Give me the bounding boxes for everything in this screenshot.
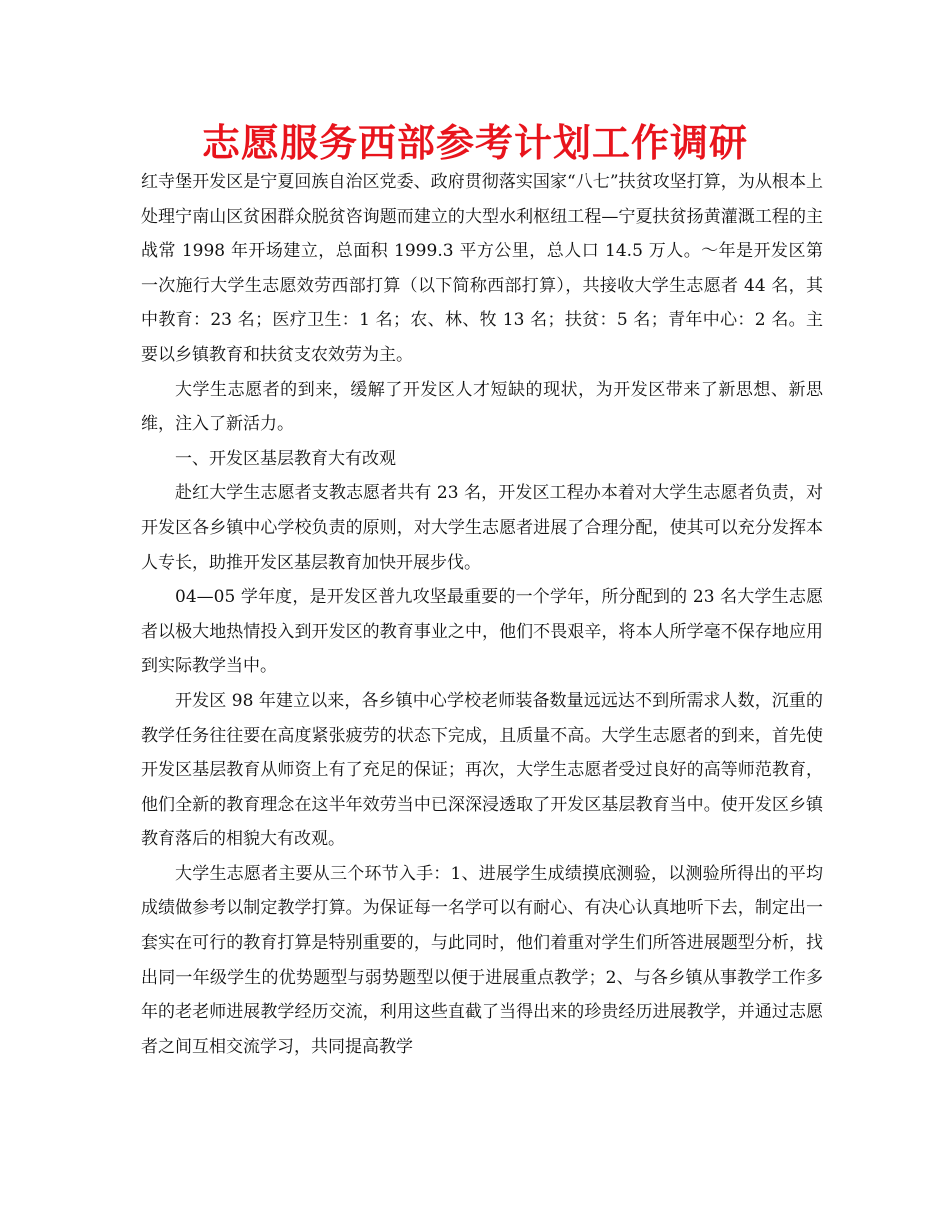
paragraph-volunteers-arrival: 大学生志愿者的到来，缓解了开发区人才短缺的现状，为开发区带来了新思想、新思维，注入了新活力。	[141, 379, 823, 435]
document-body	[141, 165, 823, 1064]
paragraph-teaching-volunteers: 赴红大学生志愿者支教志愿者共有 23 名，开发区工程办本着对大学生志愿者负责，对开发区各乡镇中心学校负责的原则，对大学生志愿者进展了合理分配，使其可以充分发挥本人专长，助推开发区基层教育加快开展步伐。	[141, 483, 823, 573]
section-heading-education: 一、开发区基层教育大有改观	[175, 448, 396, 469]
paragraph-teacher-shortage: 开发区 98 年建立以来，各乡镇中心学校老师装备数量远远达不到所需求人数，沉重的教学任务往往要在高度紧张疲劳的状态下完成，且质量不高。大学生志愿者的到来，首先使开发区基层教育从师资上有了充足的保证；再次，大学生志愿者受过良好的高等师范教育，他们全新的教育理念在这半年效劳当中已深深浸透取了开发区基层教育当中。使开发区乡镇教育落后的相貌大有改观。	[141, 690, 823, 850]
paragraph-school-year: 04—05 学年度，是开发区普九攻坚最重要的一个学年，所分配到的 23 名大学生志愿者以极大地热情投入到开发区的教育事业之中，他们不畏艰辛，将本人所学毫不保存地应用到实际教学当中。	[141, 587, 823, 677]
paragraph-intro: 红寺堡开发区是宁夏回族自治区党委、政府贯彻落实国家“八七”扶贫攻坚打算，为从根本上处理宁南山区贫困群众脱贫咨询题而建立的大型水利枢纽工程—宁夏扶贫扬黄灌溉工程的主战常 1998 年开场建立，总面积 1999.3 平方公里，总人口 14.5 万人。～年是开发区第一次施行大学生志愿效劳西部打算（以下简称西部打算），共接收大学生志愿者 44 名，其中教育：23 名；医疗卫生：1 名；农、林、牧 13 名；扶贫：5 名；青年中心：2 名。主要以乡镇教育和扶贫支农效劳为主。	[141, 172, 823, 365]
document-title: 志愿服务西部参考计划工作调研	[201, 121, 748, 165]
paragraph-three-steps: 大学生志愿者主要从三个环节入手：1、进展学生成绩摸底测验，以测验所得出的平均成绩做参考以制定教学打算。为保证每一名学可以有耐心、有决心认真地听下去，制定出一套实在可行的教育打算是特别重要的，与此同时，他们着重对学生们所答进展题型分析，找出同一年级学生的优势题型与弱势题型以便于进展重点教学；2、与各乡镇从事教学工作多年的老老师进展教学经历交流，利用这些直截了当得出来的珍贵经历进展教学，并通过志愿者之间互相交流学习，共同提高教学	[141, 863, 823, 1057]
